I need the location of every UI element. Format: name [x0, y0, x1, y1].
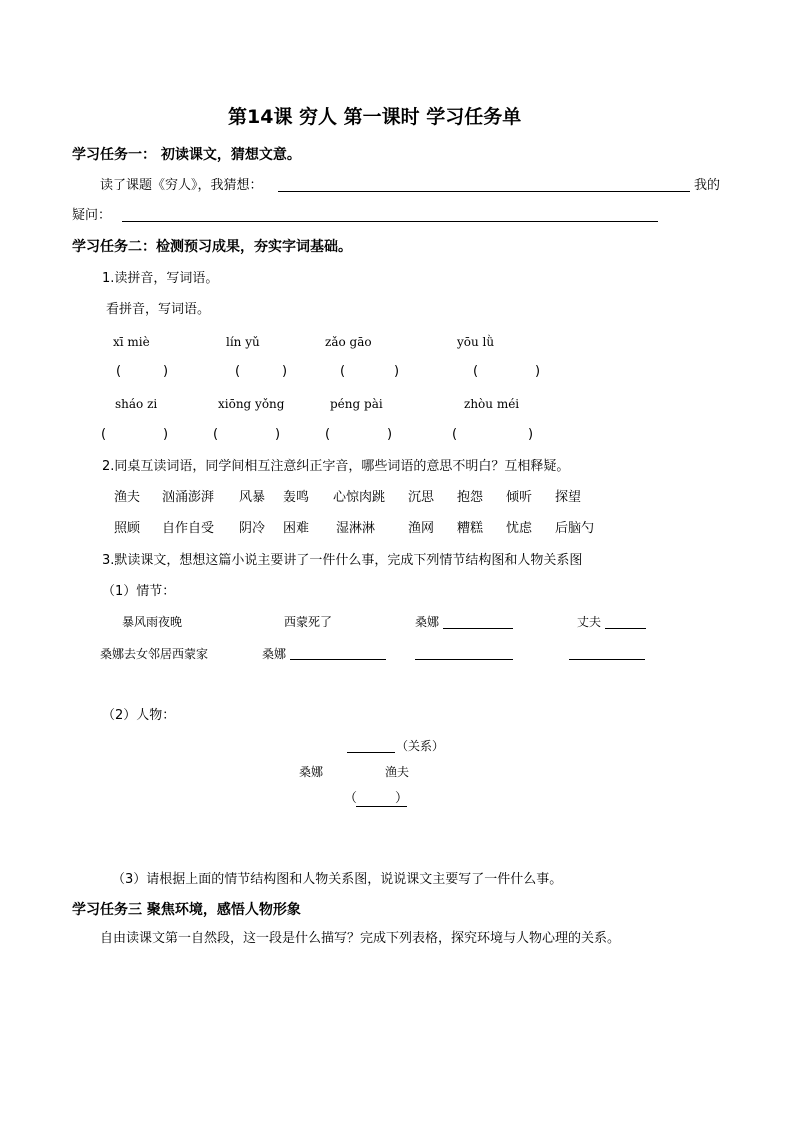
word-item: 探望 [555, 490, 582, 505]
word-item: 忧虑 [506, 521, 533, 536]
character-sangna: 桑娜 [299, 765, 324, 779]
pinyin-item: xiōng yǒng [218, 397, 285, 411]
task1-guess-prompt: 读了课题《穷人》，我猜想： [100, 178, 263, 193]
word-item: 湿淋淋 [336, 521, 376, 536]
page-title: 第14课 穷人 第一课时 学习任务单 [228, 106, 522, 128]
plot-node: 桑娜去女邻居西蒙家 [100, 647, 209, 661]
pinyin-item: xī miè [113, 335, 150, 349]
word-item: 倾听 [506, 490, 533, 505]
word-item: 轰鸣 [283, 490, 310, 505]
pinyin-item: zǎo gāo [325, 335, 372, 349]
answer-blank-close: ) [275, 427, 281, 442]
task1-guess-suffix: 我的 [694, 178, 721, 193]
word-item: 照顾 [114, 521, 141, 536]
word-item: 风暴 [239, 490, 266, 505]
plot-node: 西蒙死了 [284, 615, 333, 629]
relation-blank-bottom-open[interactable]: （ [344, 791, 358, 806]
answer-blank-close: ) [163, 427, 169, 442]
task2-q3: 3.默读课文，想想这篇小说主要讲了一件什么事，完成下列情节结构图和人物关系图 [102, 553, 583, 568]
plot-node: 桑娜 [415, 615, 440, 629]
task3-heading: 学习任务三 聚焦环境，感悟人物形象 [72, 902, 301, 918]
task1-question-prompt: 疑问： [72, 208, 112, 223]
plot-label: （1）情节： [102, 584, 176, 599]
task2-q2: 2.同桌互读词语，同学间相互注意纠正字音，哪些词语的意思不明白？互相释疑。 [102, 459, 570, 474]
answer-blank-close: ) [282, 364, 288, 379]
word-item: 渔网 [408, 521, 435, 536]
task2-q1-sub: 看拼音，写词语。 [106, 302, 211, 317]
character-fisherman: 渔夫 [385, 765, 410, 779]
answer-blank-close: ) [535, 364, 541, 379]
plot-blank[interactable] [605, 628, 646, 629]
task3-text: 自由读课文第一自然段，这一段是什么描写？完成下列表格，探究环境与人物心理的关系。 [100, 931, 621, 946]
pinyin-item: sháo zi [115, 397, 158, 411]
answer-blank[interactable]: ( [452, 427, 458, 442]
answer-blank[interactable]: ( [235, 364, 241, 379]
answer-blank[interactable]: ( [340, 364, 346, 379]
task2-heading: 学习任务二：检测预习成果，夯实字词基础。 [72, 239, 352, 255]
relation-label: （关系） [396, 739, 445, 753]
answer-blank[interactable]: ( [101, 427, 107, 442]
pinyin-item: lín yǔ [226, 335, 260, 349]
plot-blank[interactable] [569, 659, 645, 660]
answer-blank[interactable]: ( [116, 364, 122, 379]
answer-blank-close: ) [387, 427, 393, 442]
word-item: 困难 [283, 521, 310, 536]
relation-blank-bottom-close: ） [395, 791, 409, 806]
plot-blank[interactable] [443, 628, 513, 629]
word-item: 抱怨 [457, 490, 484, 505]
word-item: 阴冷 [239, 521, 266, 536]
task1-guess-line[interactable] [278, 191, 690, 192]
plot-node: 丈夫 [577, 615, 602, 629]
characters-label: （2）人物： [102, 708, 176, 723]
answer-blank[interactable]: ( [325, 427, 331, 442]
answer-blank[interactable]: ( [473, 364, 479, 379]
word-item: 心惊肉跳 [333, 490, 386, 505]
word-item: 糟糕 [457, 521, 484, 536]
plot-blank[interactable] [290, 659, 386, 660]
answer-blank-close: ) [163, 364, 169, 379]
plot-node: 桑娜 [262, 647, 287, 661]
word-item: 自作自受 [162, 521, 215, 536]
answer-blank[interactable]: ( [213, 427, 219, 442]
pinyin-item: yōu lǜ [457, 335, 495, 349]
plot-blank[interactable] [415, 659, 513, 660]
word-item: 沉思 [408, 490, 435, 505]
plot-node: 暴风雨夜晚 [122, 615, 183, 629]
task2-q1: 1.读拼音，写词语。 [102, 271, 219, 286]
pinyin-item: péng pài [330, 397, 383, 411]
answer-blank-close: ) [528, 427, 534, 442]
summary-question: （3）请根据上面的情节结构图和人物关系图，说说课文主要写了一件什么事。 [112, 872, 563, 887]
word-item: 后脑勺 [555, 521, 595, 536]
task1-heading: 学习任务一： 初读课文，猜想文意。 [72, 147, 301, 163]
pinyin-item: zhòu méi [464, 397, 520, 411]
word-item: 汹涌澎湃 [162, 490, 215, 505]
answer-blank-close: ) [394, 364, 400, 379]
relation-blank-top[interactable] [347, 752, 395, 753]
relation-blank-bottom[interactable] [356, 806, 407, 807]
word-item: 渔夫 [114, 490, 141, 505]
task1-question-line[interactable] [122, 221, 658, 222]
